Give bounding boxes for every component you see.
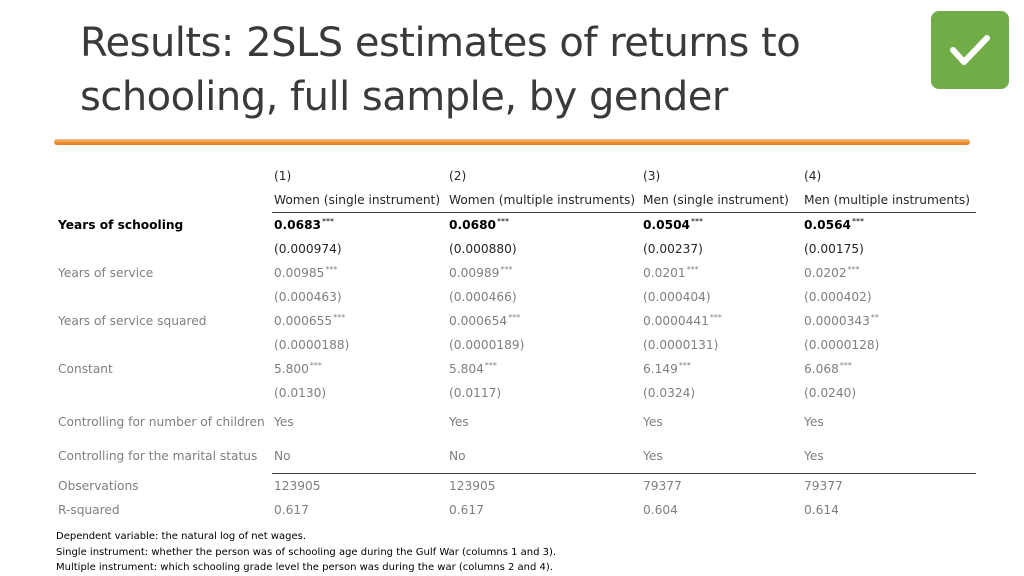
coefficient-cell [272,309,447,333]
standard-error-row [56,381,976,405]
significance-stars: *** [508,313,521,322]
significance-stars: *** [500,265,513,274]
coefficient-row [56,357,976,381]
control-value: Yes [449,415,469,429]
stat-value: 79377 [804,479,843,493]
stat-value: 123905 [274,479,321,493]
stat-value: 0.617 [274,503,309,517]
coefficient-value: 0.000655 [274,314,333,328]
coefficient-cell [802,213,976,238]
stat-value: 0.617 [449,503,484,517]
significance-stars: *** [847,265,860,274]
column-number: (1) [274,169,292,183]
coefficient-value: 0.000654 [449,314,508,328]
row-label: Years of service [58,266,154,280]
coefficient-value: 0.0202 [804,266,847,280]
note-line: Single instrument: whether the person was of schooling age during the Gulf War (columns 1 and 3). [56,546,557,558]
coefficient-cell [447,213,641,238]
stat-label: Observations [58,478,139,493]
coefficient-value: 6.068 [804,362,839,376]
column-label: Women (single instrument) [272,188,447,213]
row-label: Years of service squared [58,314,207,328]
significance-stars: *** [852,217,865,226]
coefficient-cell [802,357,976,381]
row-label-empty [56,237,272,261]
stat-value: 79377 [643,479,682,493]
standard-error-cell: (0.000404) [643,290,711,304]
row-label-empty [56,333,272,357]
coefficient-row [56,213,976,238]
significance-stars: *** [309,361,322,370]
standard-error-cell: (0.000974) [274,242,342,256]
column-label: Men (multiple instruments) [802,188,976,213]
column-label: Men (single instrument) [641,188,802,213]
coefficient-cell [447,261,641,285]
standard-error-row [56,237,976,261]
header-empty-cell [56,164,272,188]
standard-error-cell: (0.0000189) [449,338,525,352]
control-value: Yes [641,439,802,474]
coefficient-cell [447,357,641,381]
control-value: Yes [274,415,294,429]
control-value: Yes [802,439,976,474]
standard-error-cell: (0.00175) [804,242,864,256]
standard-error-cell: (0.000402) [804,290,872,304]
significance-stars: *** [678,361,691,370]
note-line: Dependent variable: the natural log of net wages. [56,531,307,542]
coefficient-cell [272,213,447,238]
stat-value: 0.614 [804,503,839,517]
significance-stars: *** [686,265,699,274]
coefficient-value: 0.0683 [274,218,322,232]
standard-error-row [56,333,976,357]
coefficient-value: 6.149 [643,362,678,376]
standard-error-cell: (0.0000188) [274,338,350,352]
coefficient-row [56,309,976,333]
stat-value: 0.604 [643,503,678,517]
column-number: (3) [643,169,661,183]
significance-stars: *** [484,361,497,370]
standard-error-cell: (0.00237) [643,242,703,256]
coefficient-value: 5.800 [274,362,309,376]
significance-stars: *** [333,313,346,322]
column-number: (2) [449,169,467,183]
stat-row [56,498,976,522]
standard-error-cell: (0.0000131) [643,338,719,352]
coefficient-cell [802,309,976,333]
column-number: (4) [804,169,822,183]
coefficient-cell [641,309,802,333]
coefficient-row [56,261,976,285]
control-value: No [447,439,641,474]
standard-error-cell: (0.000466) [449,290,517,304]
significance-stars: *** [325,265,338,274]
coefficient-cell [272,261,447,285]
table-notes [56,529,556,576]
control-value: Yes [643,415,663,429]
significance-stars: ** [870,313,879,322]
significance-stars: *** [709,313,722,322]
coefficient-value: 0.0000441 [643,314,709,328]
standard-error-row [56,285,976,309]
coefficient-cell [802,261,976,285]
slide-title-line-1: Results: 2SLS estimates of returns to [80,20,801,66]
coefficient-value: 5.804 [449,362,484,376]
row-label: Years of schooling [58,217,184,232]
coefficient-value: 0.0680 [449,218,497,232]
standard-error-cell: (0.000880) [449,242,517,256]
coefficient-cell [641,261,802,285]
header-empty-cell [56,188,272,213]
row-label-empty [56,381,272,405]
standard-error-cell: (0.0000128) [804,338,880,352]
slide-title [80,16,900,124]
column-label: Women (multiple instruments) [447,188,641,213]
coefficient-value: 0.00989 [449,266,500,280]
title-underline [54,139,970,145]
coefficient-value: 0.0000343 [804,314,870,328]
coefficient-value: 0.00985 [274,266,325,280]
standard-error-cell: (0.0117) [449,386,502,400]
coefficient-cell [641,357,802,381]
coefficient-cell [447,309,641,333]
control-value: Yes [804,415,824,429]
standard-error-cell: (0.0130) [274,386,327,400]
header-row-numbers [56,164,976,188]
significance-stars: *** [322,217,335,226]
note-line: Multiple instrument: which schooling grade level the person was during the war (columns 2 and 4). [56,562,553,573]
standard-error-cell: (0.0240) [804,386,857,400]
row-label: Constant [58,362,113,376]
control-label: Controlling for number of children [58,415,265,429]
stat-label: R-squared [58,503,120,517]
control-label: Controlling for the marital status [58,449,258,464]
row-label-empty [56,285,272,309]
control-row [56,405,976,439]
coefficient-cell [272,357,447,381]
header-row-labels [56,188,976,213]
standard-error-cell: (0.0324) [643,386,696,400]
checkmark-icon [931,11,1009,89]
checkmark-badge [931,11,1009,89]
stat-value: 123905 [449,479,496,493]
control-value: No [272,439,447,474]
coefficient-value: 0.0201 [643,266,686,280]
coefficient-value: 0.0564 [804,218,852,232]
significance-stars: *** [691,217,704,226]
coefficient-value: 0.0504 [643,218,691,232]
significance-stars: *** [839,361,852,370]
stat-row [56,474,976,499]
coefficient-cell [641,213,802,238]
results-table [56,164,976,522]
slide-title-line-2: schooling, full sample, by gender [80,74,728,120]
standard-error-cell: (0.000463) [274,290,342,304]
control-row [56,439,976,474]
significance-stars: *** [497,217,510,226]
